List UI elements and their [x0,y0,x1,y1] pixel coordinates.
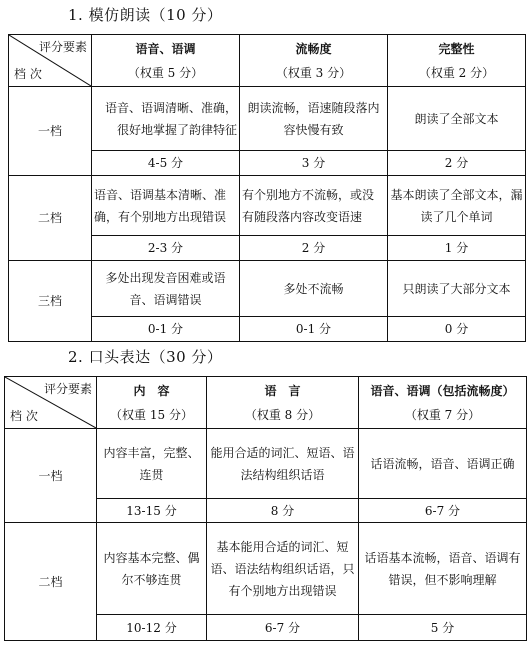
rubric2-desc: 内容基本完整、偶尔不够连贯 [97,523,207,615]
rubric2-score: 13-15 分 [97,499,207,523]
rubric1-desc: 基本朗读了全部文本，漏读了几个单词 [388,176,526,236]
rubric1-row-level2 [9,176,526,236]
rubric1-level-2: 二档 [9,176,92,261]
speaking-rubric-table [4,376,527,641]
rubric2-desc: 话语流畅，语音、语调正确 [359,429,527,499]
rubric2-desc: 话语基本流畅，语音、语调有错误，但不影响理解 [359,523,527,615]
rubric2-row-level2 [5,523,527,615]
rubric1-header-row [9,35,526,87]
rubric2-score: 6-7 分 [207,615,359,641]
rubric2-corner-criteria: 评分要素 [43,382,92,396]
rubric1-col-fluency: 流畅度 （权重 3 分） [240,35,388,87]
rubric2-score: 5 分 [359,615,527,641]
rubric1-desc: 多处出现发音困难或语音、语调错误 [92,261,240,317]
rubric2-desc: 能用合适的词汇、短语、语法结构组织话语 [207,429,359,499]
rubric1-row-level1 [9,87,526,151]
rubric1-corner-criteria: 评分要素 [38,40,87,54]
rubric1-score: 2-3 分 [92,236,240,261]
rubric2-desc: 内容丰富，完整、连贯 [97,429,207,499]
rubric2-row-level1 [5,429,527,499]
rubric2-col-language: 语 言 （权重 8 分） [207,377,359,429]
rubric1-corner-cell [9,35,92,87]
rubric2-level-1: 一档 [5,429,97,523]
rubric1-desc: 朗读了全部文本 [388,87,526,151]
rubric2-header-row [5,377,527,429]
rubric1-score: 0-1 分 [240,317,388,342]
rubric1-desc: 有个别地方不流畅，或没有随段落内容改变语速 [240,176,388,236]
rubric1-desc: 语音、语调基本清晰、准确，有个别地方出现错误 [92,176,240,236]
rubric1-col-pronunciation: 语音、语调 （权重 5 分） [92,35,240,87]
rubric2-score: 10-12 分 [97,615,207,641]
rubric1-score: 0 分 [388,317,526,342]
rubric1-col-completeness: 完整性 （权重 2 分） [388,35,526,87]
reading-rubric-table [8,34,526,342]
rubric1-score: 1 分 [388,236,526,261]
rubric2-score: 8 分 [207,499,359,523]
rubric2-col-pronunciation: 语音、语调（包括流畅度） （权重 7 分） [359,377,527,429]
rubric1-score: 4-5 分 [92,151,240,176]
rubric1-desc: 只朗读了大部分文本 [388,261,526,317]
rubric1-desc: 多处不流畅 [240,261,388,317]
rubric2-corner-cell [5,377,97,429]
section1-title: 1. 模仿朗读（10 分） [68,6,223,24]
rubric2-level-2: 二档 [5,523,97,641]
rubric1-level-3: 三档 [9,261,92,342]
rubric1-score: 3 分 [240,151,388,176]
rubric2-col-content: 内 容 （权重 15 分） [97,377,207,429]
rubric1-score: 0-1 分 [92,317,240,342]
rubric1-corner-level: 档 次 [14,67,42,81]
rubric1-row-level3 [9,261,526,317]
rubric1-score: 2 分 [240,236,388,261]
rubric1-score: 2 分 [388,151,526,176]
section2-title: 2. 口头表达（30 分） [68,348,223,366]
rubric2-score: 6-7 分 [359,499,527,523]
rubric2-corner-level: 档 次 [10,409,38,423]
rubric2-desc: 基本能用合适的词汇、短语、语法结构组织话语，只有个别地方出现错误 [207,523,359,615]
rubric1-level-1: 一档 [9,87,92,176]
rubric1-desc: 朗读流畅，语速随段落内容快慢有致 [240,87,388,151]
rubric1-desc: 语音、语调清晰、准确，很好地掌握了韵律特征 [92,87,240,151]
